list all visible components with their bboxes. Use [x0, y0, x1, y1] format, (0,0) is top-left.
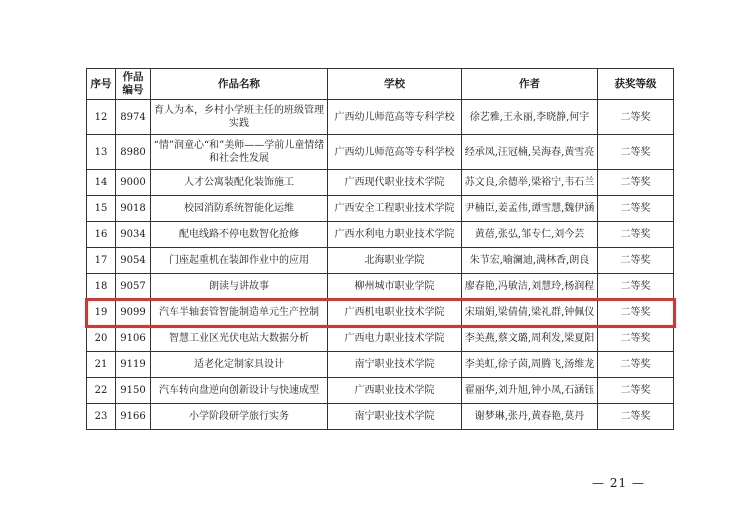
cell-award: 二等奖: [598, 248, 674, 274]
cell-seq: 21: [87, 352, 116, 378]
cell-title: 配电线路不停电数智化抢修: [151, 222, 328, 248]
cell-seq: 17: [87, 248, 116, 274]
cell-authors: 李美燕,蔡文璐,周利发,梁夏阳: [462, 326, 598, 352]
cell-seq: 14: [87, 170, 116, 196]
cell-school: 广西机电职业技术学院: [328, 300, 462, 326]
cell-seq: 23: [87, 404, 116, 430]
cell-title: 小学阶段研学旅行实务: [151, 404, 328, 430]
cell-school: 南宁职业技术学院: [328, 352, 462, 378]
cell-seq: 16: [87, 222, 116, 248]
cell-school: 广西电力职业技术学院: [328, 326, 462, 352]
cell-seq: 13: [87, 135, 116, 170]
cell-title: 适老化定制家具设计: [151, 352, 328, 378]
cell-work-no: 9018: [116, 196, 151, 222]
table-row: [87, 378, 674, 404]
cell-authors: 经承凤,汪冠楠,吴海春,黄雪亮: [462, 135, 598, 170]
cell-school: 广西现代职业技术学院: [328, 170, 462, 196]
cell-award: 二等奖: [598, 326, 674, 352]
cell-work-no: 9166: [116, 404, 151, 430]
awards-table: [86, 68, 674, 430]
cell-authors: 廖春艳,冯敏洁,刘慧玲,杨润程: [462, 274, 598, 300]
cell-authors: 朱节宏,喻澜迪,满林香,朗良: [462, 248, 598, 274]
cell-authors: 谢梦琳,张丹,黄春艳,莫丹: [462, 404, 598, 430]
cell-work-no: 9034: [116, 222, 151, 248]
highlighted-table-row: [87, 300, 674, 326]
cell-school: 广西幼儿师范高等专科学校: [328, 135, 462, 170]
cell-work-no: 9099: [116, 300, 151, 326]
header-title: 作品名称: [151, 69, 328, 100]
cell-award: 二等奖: [598, 196, 674, 222]
cell-work-no: 9000: [116, 170, 151, 196]
cell-title: 汽车半轴套管智能制造单元生产控制: [151, 300, 328, 326]
cell-award: 二等奖: [598, 274, 674, 300]
cell-award: 二等奖: [598, 404, 674, 430]
cell-title: 人才公寓装配化装饰施工: [151, 170, 328, 196]
table-header-row: [87, 69, 674, 100]
cell-work-no: 9106: [116, 326, 151, 352]
cell-work-no: 9119: [116, 352, 151, 378]
page-number: — 21 —: [592, 476, 645, 490]
table-row: [87, 100, 674, 135]
cell-award: 二等奖: [598, 300, 674, 326]
cell-title: 朗读与讲故事: [151, 274, 328, 300]
cell-title: “情”润童心“和”美师——学前儿童情绪和社会性发展: [151, 135, 328, 170]
table-row: [87, 135, 674, 170]
cell-title: 门座起重机在装卸作业中的应用: [151, 248, 328, 274]
cell-title: 校园消防系统智能化运维: [151, 196, 328, 222]
cell-award: 二等奖: [598, 378, 674, 404]
cell-award: 二等奖: [598, 100, 674, 135]
cell-authors: 李美虹,徐子茵,周腾飞,汤维龙: [462, 352, 598, 378]
cell-work-no: 9054: [116, 248, 151, 274]
cell-seq: 15: [87, 196, 116, 222]
header-seq: 序号: [87, 69, 116, 100]
cell-school: 柳州城市职业学院: [328, 274, 462, 300]
cell-school: 广西安全工程职业技术学院: [328, 196, 462, 222]
cell-work-no: 9057: [116, 274, 151, 300]
cell-title: 汽车转向盘逆向创新设计与快速成型: [151, 378, 328, 404]
cell-title: 智慧工业区光伏电站大数据分析: [151, 326, 328, 352]
cell-award: 二等奖: [598, 352, 674, 378]
table-row: [87, 352, 674, 378]
header-award: 获奖等级: [598, 69, 674, 100]
cell-award: 二等奖: [598, 222, 674, 248]
cell-school: 南宁职业技术学院: [328, 404, 462, 430]
table-row: [87, 404, 674, 430]
cell-seq: 12: [87, 100, 116, 135]
header-authors: 作者: [462, 69, 598, 100]
cell-seq: 18: [87, 274, 116, 300]
cell-authors: 尹楠臣,姜孟伟,谭雪慧,魏伊涵: [462, 196, 598, 222]
cell-authors: 宋瑞娟,梁倩倩,梁礼群,钟佩仪: [462, 300, 598, 326]
cell-seq: 20: [87, 326, 116, 352]
header-school: 学校: [328, 69, 462, 100]
table-row: [87, 196, 674, 222]
cell-work-no: 8974: [116, 100, 151, 135]
cell-seq: 22: [87, 378, 116, 404]
cell-authors: 翟丽华,刘升旭,钟小凤,石涵钰: [462, 378, 598, 404]
cell-seq: 19: [87, 300, 116, 326]
cell-authors: 徐艺雅,王永丽,李晓静,何宇: [462, 100, 598, 135]
table-row: [87, 248, 674, 274]
table-row: [87, 222, 674, 248]
cell-award: 二等奖: [598, 170, 674, 196]
table-row: [87, 170, 674, 196]
cell-work-no: 9150: [116, 378, 151, 404]
cell-school: 广西幼儿师范高等专科学校: [328, 100, 462, 135]
cell-school: 广西职业技术学院: [328, 378, 462, 404]
cell-work-no: 8980: [116, 135, 151, 170]
table-row: [87, 274, 674, 300]
cell-school: 广西水利电力职业技术学院: [328, 222, 462, 248]
cell-authors: 黄蓓,张弘,邹专仁,刘今芸: [462, 222, 598, 248]
header-work-no: 作品 编号: [116, 69, 151, 100]
cell-title: 育人为本，乡村小学班主任的班级管理实践: [151, 100, 328, 135]
table-row: [87, 326, 674, 352]
cell-school: 北海职业学院: [328, 248, 462, 274]
cell-award: 二等奖: [598, 135, 674, 170]
cell-authors: 苏文良,余德举,梁裕宁,韦石兰: [462, 170, 598, 196]
